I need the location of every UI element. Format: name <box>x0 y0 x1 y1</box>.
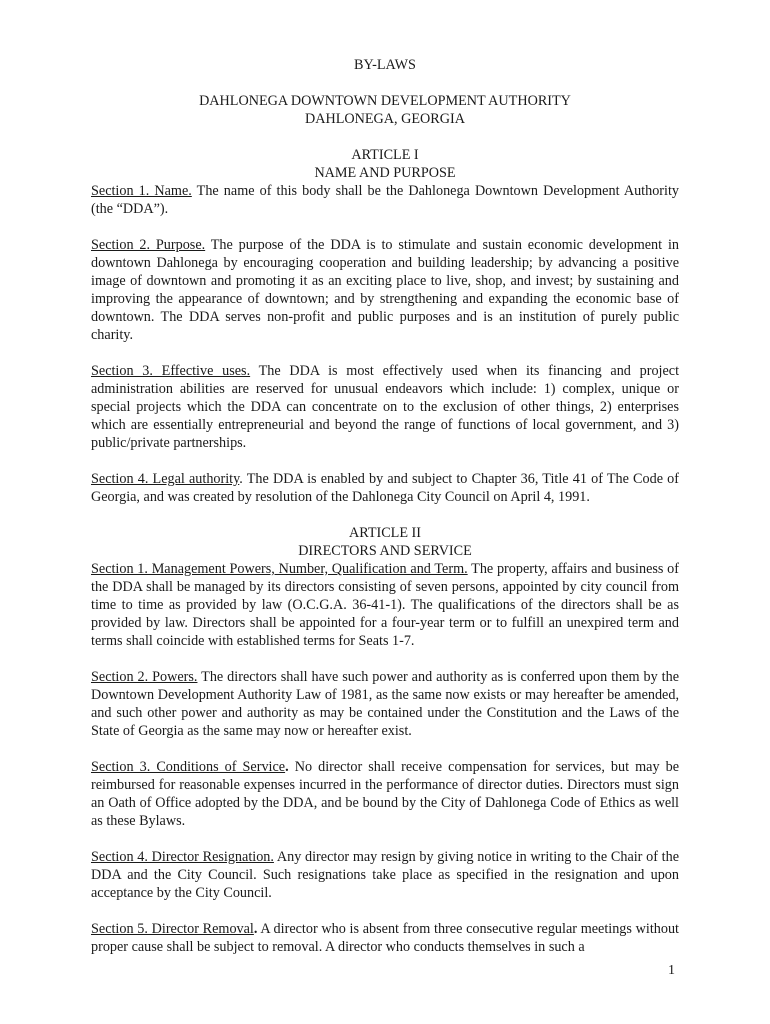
section-text: The directors shall have such power and authority as is conferred upon them by the Downtown Development Authority Law of 1981, as the same now exists or may hereafter be amended, and such other power and authority as may be contained under the Constitution and the Laws of the State of Georgia as the same may now or hereafter exist. <box>91 669 679 739</box>
section-label: Section 1. Name. <box>91 183 192 199</box>
article-2-section-2 <box>91 668 679 740</box>
section-label: Section 3. Effective uses. <box>91 363 251 379</box>
article-2-section-4 <box>91 848 679 902</box>
page-number: 1 <box>668 963 675 978</box>
article-2-section-1 <box>91 560 679 650</box>
article-2-title: DIRECTORS AND SERVICE <box>298 543 472 559</box>
document-page <box>91 56 679 956</box>
section-label: Section 2. Powers. <box>91 669 198 685</box>
article-1-body <box>91 182 679 506</box>
section-text: A director who is absent from three consecutive regular meetings without proper cause shall be subject to removal. A director who conducts themselves in such a <box>91 921 679 955</box>
section-text: The name of this body shall be the Dahlonega Downtown Development Authority (the “DDA”). <box>91 183 679 217</box>
section-label: Section 1. Management Powers, Number, Qualification and Term. <box>91 561 468 577</box>
article-2-body <box>91 560 679 956</box>
article-1-section-4 <box>91 470 679 506</box>
section-text: Any director may resign by giving notice in writing to the Chair of the DDA and the City Council. Such resignations take place as specified in the resignation and upon acceptance by the City Council. <box>91 849 679 901</box>
article-1-heading <box>91 146 679 182</box>
section-text: The property, affairs and business of the DDA shall be managed by its directors consisting of seven persons, appointed by city council from time to time as provided by law (O.C.G.A. 36-41-1). The qualifications of the directors shall be as provided by law. Directors shall be appointed for a four-year term or to fulfill an unexpired term and terms shall coincide with established terms for Seats 1-7. <box>91 561 679 649</box>
article-2-heading <box>91 524 679 560</box>
section-label: Section 4. Legal authority <box>91 471 240 487</box>
section-label: Section 3. Conditions of Service <box>91 759 286 775</box>
article-2-section-5 <box>91 920 679 956</box>
article-1-number: ARTICLE I <box>351 147 419 163</box>
article-1-section-3 <box>91 362 679 452</box>
article-1-section-2 <box>91 236 679 344</box>
article-2-section-3 <box>91 758 679 830</box>
document-title: BY-LAWS <box>354 57 416 73</box>
section-label-period: . <box>253 921 258 937</box>
article-1-title: NAME AND PURPOSE <box>314 165 456 181</box>
organization-name: DAHLONEGA DOWNTOWN DEVELOPMENT AUTHORITY <box>199 93 571 109</box>
organization-header <box>91 92 679 128</box>
section-label-period: . <box>285 759 289 775</box>
section-text: No director shall receive compensation for services, but may be reimbursed for reasonable expenses incurred in the performance of director duties. Directors must sign an Oath of Office adopted by the DDA, and be bound by the City of Dahlonega Code of Ethics as well as these Bylaws. <box>91 759 679 829</box>
section-label: Section 4. Director Resignation. <box>91 849 274 865</box>
section-label: Section 2. Purpose. <box>91 237 206 253</box>
section-text: . The DDA is enabled by and subject to Chapter 36, Title 41 of The Code of Georgia, and was created by resolution of the Dahlonega City Council on April 4, 1991. <box>91 471 679 505</box>
organization-location: DAHLONEGA, GEORGIA <box>305 111 465 127</box>
article-1-section-1 <box>91 182 679 218</box>
article-2-number: ARTICLE II <box>348 525 422 541</box>
section-text: The DDA is most effectively used when its financing and project administration abilities are reserved for unusual endeavors which include: 1) complex, unique or special projects which the DDA can concentrate on to the exclusion of other things, 2) enterprises which are essentially entrepreneurial and beyond the range of functions of local government, and 3) public/private partnerships. <box>91 363 680 451</box>
section-label: Section 5. Director Removal <box>91 921 254 937</box>
section-text: The purpose of the DDA is to stimulate and sustain economic development in downtown Dahlonega by encouraging cooperation and building leadership; by advancing a positive image of downtown and promoting it as an exciting place to live, shop, and invest; by sustaining and improving the appearance of downtown; and by strengthening and expanding the economic base of downtown. The DDA serves non-profit and public purposes and is an institution of purely public charity. <box>91 237 679 343</box>
